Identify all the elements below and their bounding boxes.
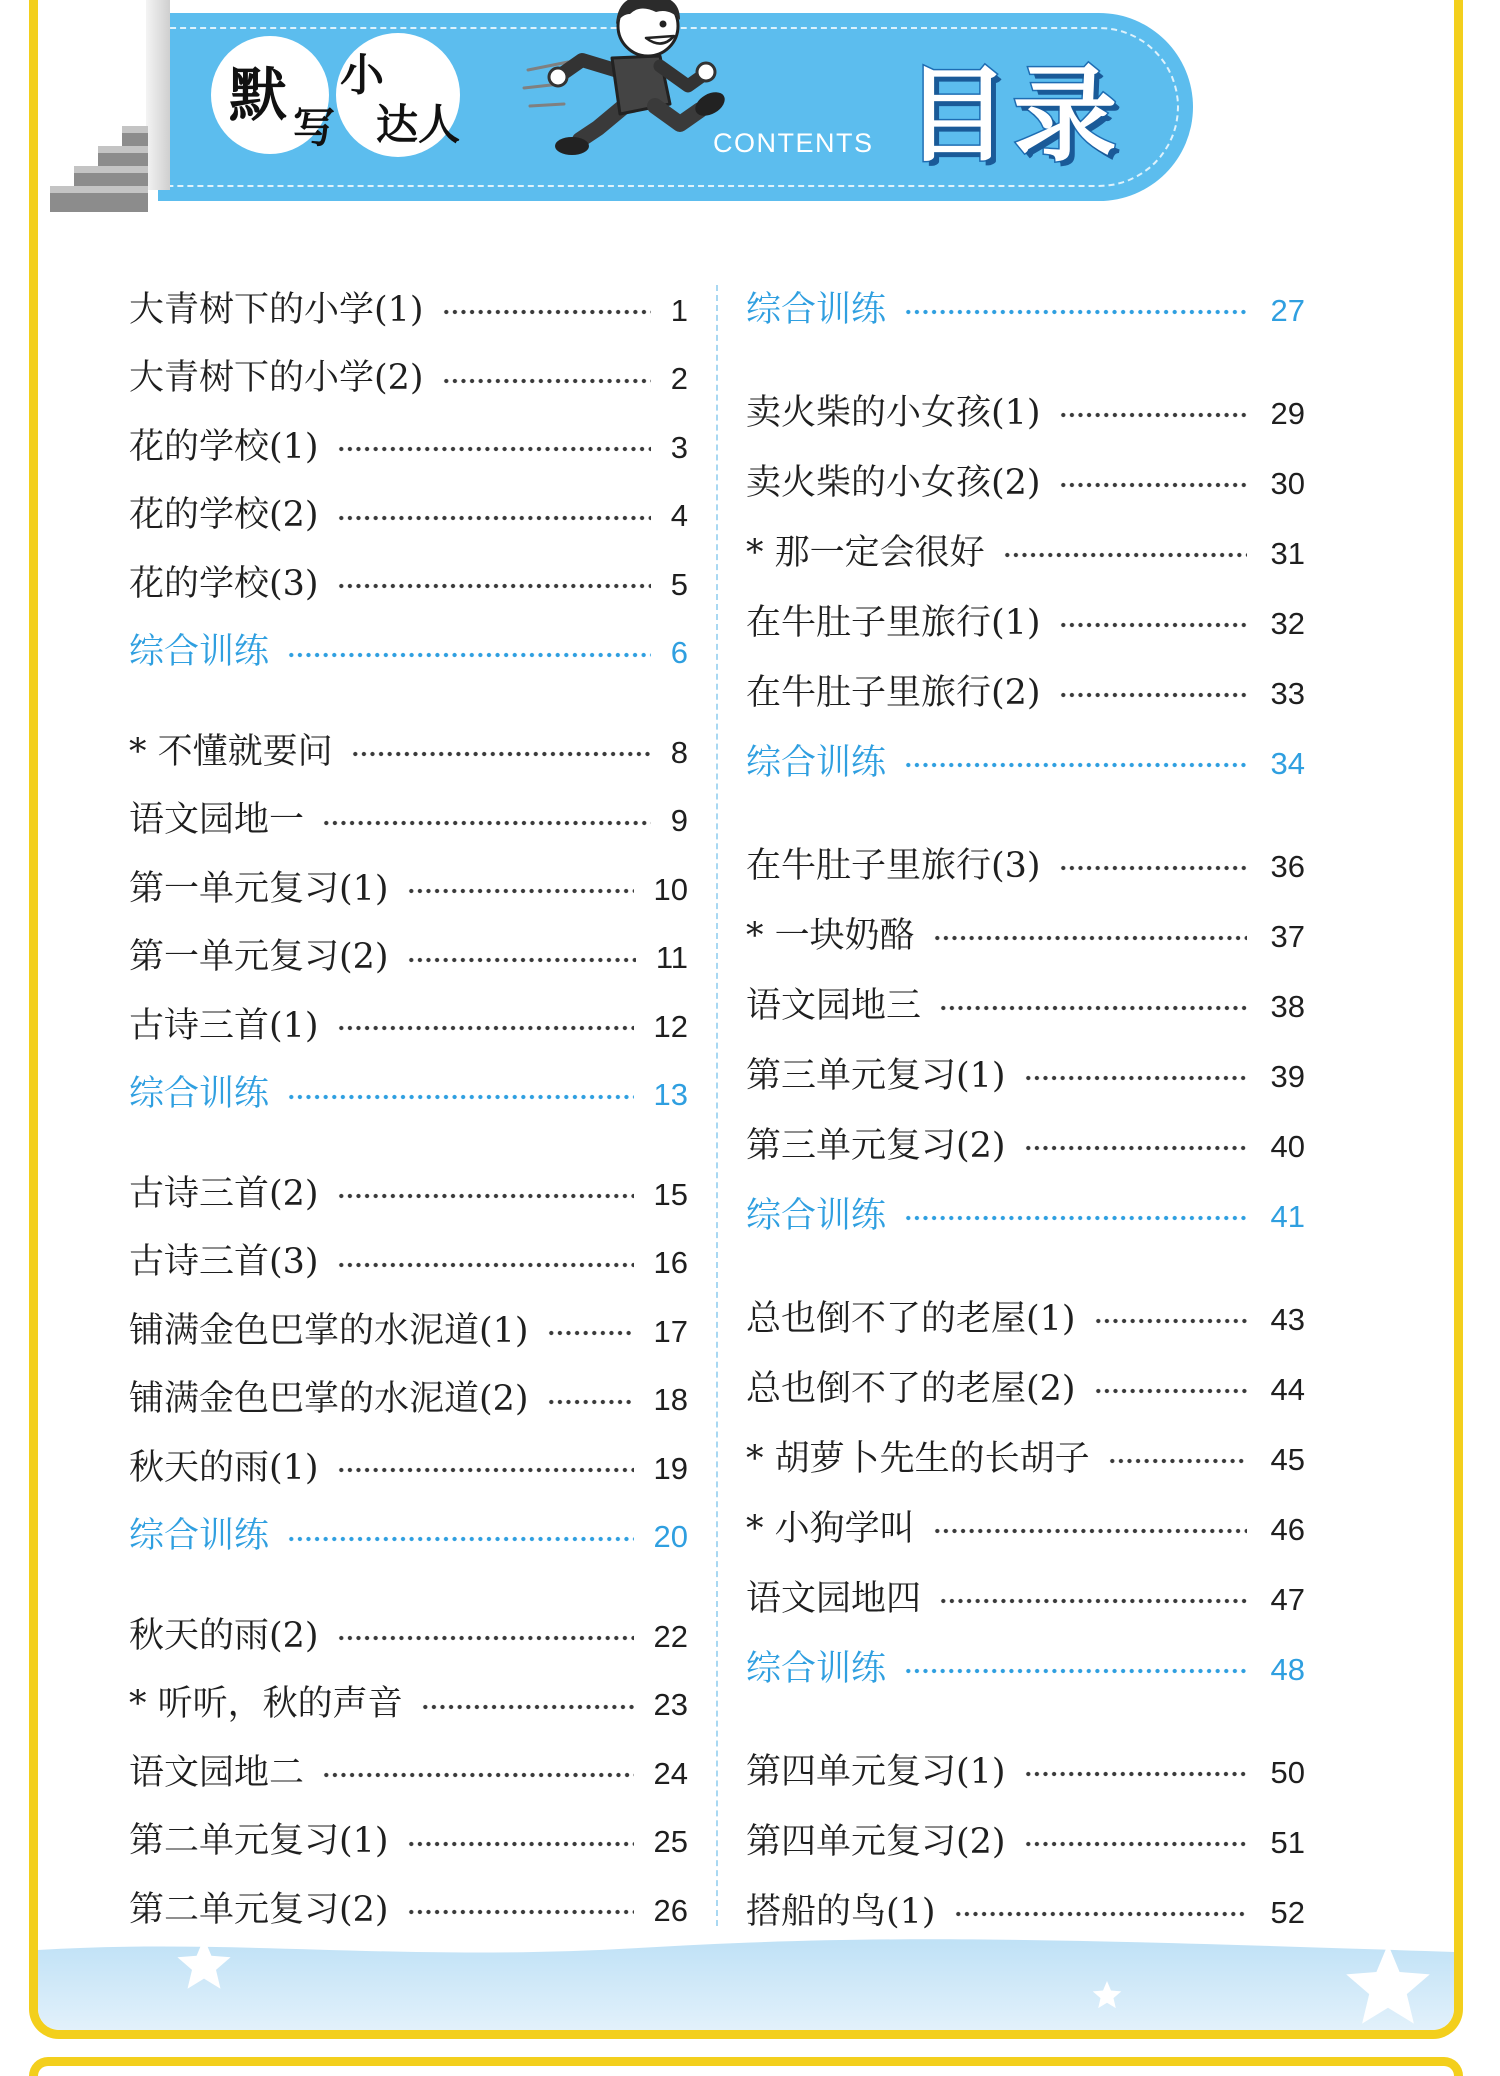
contents-label: CONTENTS (713, 128, 874, 158)
dot-leader (337, 445, 651, 453)
next-page-frame-edge (29, 2057, 1463, 2076)
toc-entry-page: 33 (1270, 675, 1305, 711)
toc-entry-page: 40 (1270, 1128, 1305, 1164)
dot-leader (1024, 1770, 1247, 1778)
toc-entry-page: 32 (1270, 605, 1305, 641)
dot-leader (351, 750, 651, 758)
dot-leader (407, 956, 636, 964)
dot-leader (1024, 1144, 1247, 1152)
dot-leader (337, 1466, 634, 1474)
dot-leader (1094, 1317, 1247, 1325)
column-divider (716, 285, 718, 1926)
toc-entry (129, 413, 688, 482)
toc-entry-page: 17 (653, 1313, 688, 1349)
toc-entry-page: 29 (1270, 395, 1305, 431)
toc-entry-title: 综合训练 (746, 1195, 887, 1236)
toc-entry-page: 6 (670, 635, 688, 671)
toc-entry (129, 1739, 688, 1808)
toc-entry-title: 第四单元复习(1) (746, 1751, 1006, 1792)
toc-entry-title: 综合训练 (746, 1648, 887, 1689)
toc-entry-title: 第一单元复习(1) (129, 868, 389, 909)
toc-entry-page: 12 (653, 1008, 688, 1044)
toc-entry-title: 古诗三首(2) (129, 1173, 319, 1214)
toc-entry-page: 20 (653, 1519, 688, 1555)
toc-entry-title: 在牛肚子里旅行(3) (746, 845, 1041, 886)
toc-entry (129, 1876, 688, 1945)
dot-leader (933, 1527, 1247, 1535)
toc-entry-title: 第一单元复习(2) (129, 937, 389, 978)
toc-entry (129, 1671, 688, 1740)
dot-leader (407, 1840, 634, 1848)
dot-leader (1059, 411, 1247, 419)
dot-leader (939, 1004, 1247, 1012)
toc-entry-page: 34 (1270, 745, 1305, 781)
toc-entry-title: 古诗三首(1) (129, 1005, 319, 1046)
toc-group (129, 1602, 688, 1945)
toc-entry (746, 1807, 1305, 1877)
toc-entry-page: 13 (653, 1077, 688, 1113)
toc-entry-title: * 那一定会很好 (746, 532, 985, 573)
logo-char: 写 (293, 103, 336, 152)
toc-entry (746, 1877, 1305, 1947)
toc-entry-title: 搭船的鸟(1) (746, 1891, 936, 1932)
toc-entry-page: 4 (670, 498, 688, 534)
dot-leader (337, 1192, 634, 1200)
toc-entry-title: 综合训练 (129, 1516, 270, 1557)
toc-entry-title: 语文园地一 (129, 800, 305, 841)
toc-entry-page: 46 (1270, 1511, 1305, 1547)
toc-entry (129, 718, 688, 787)
dot-leader (407, 1908, 634, 1916)
dot-leader (337, 514, 651, 522)
logo-char: 小 (340, 50, 384, 101)
toc-entry-page: 48 (1270, 1651, 1305, 1687)
toc-entry-title: 总也倒不了的老屋(2) (746, 1368, 1076, 1409)
page-title: 目录 (905, 54, 1122, 176)
dot-leader (287, 1093, 634, 1101)
dot-leader (322, 1771, 634, 1779)
toc-entry (129, 855, 688, 924)
toc-entry (746, 1111, 1305, 1181)
dot-leader (322, 819, 651, 827)
toc-entry-title: 综合训练 (129, 1074, 270, 1115)
dot-leader (407, 887, 634, 895)
toc-entry-page: 52 (1270, 1894, 1305, 1930)
toc-entry-title: 大青树下的小学(1) (129, 289, 424, 330)
toc-entry (746, 378, 1305, 448)
toc-entry-title: 卖火柴的小女孩(1) (746, 392, 1041, 433)
dot-leader (1108, 1457, 1247, 1465)
toc-entry-title: 第三单元复习(2) (746, 1125, 1006, 1166)
toc-group (129, 276, 688, 687)
toc-entry-page: 38 (1270, 988, 1305, 1024)
toc-entry-title: 铺满金色巴掌的水泥道(1) (129, 1310, 529, 1351)
toc-entry-title: 花的学校(2) (129, 495, 319, 536)
toc-entry-practice (129, 619, 688, 688)
dot-leader (1059, 691, 1247, 699)
toc-entry (746, 518, 1305, 588)
toc-entry-page: 16 (653, 1245, 688, 1281)
toc-entry-title: 在牛肚子里旅行(2) (746, 672, 1041, 713)
toc-entry (746, 588, 1305, 658)
toc-entry-page: 24 (653, 1755, 688, 1791)
running-boy-illustration (520, 0, 730, 165)
toc-entry-title: 综合训练 (746, 289, 887, 330)
toc-entry (746, 1737, 1305, 1807)
toc-group (746, 831, 1305, 1251)
dot-leader (1059, 864, 1247, 872)
toc-entry-title: 花的学校(3) (129, 563, 319, 604)
toc-entry (746, 1041, 1305, 1111)
toc-entry (746, 1494, 1305, 1564)
toc-entry-page: 3 (670, 429, 688, 465)
toc-entry-practice (746, 1634, 1305, 1704)
dot-leader (904, 1214, 1247, 1222)
toc-group (129, 718, 688, 1129)
dot-leader (1024, 1840, 1247, 1848)
toc-entry-title: 语文园地二 (129, 1752, 305, 1793)
dot-leader (1024, 1074, 1247, 1082)
dot-leader (337, 1634, 634, 1642)
toc-entry-page: 25 (653, 1824, 688, 1860)
toc-entry (129, 1160, 688, 1229)
toc-entry-page: 50 (1270, 1754, 1305, 1790)
logo-char: 达人 (376, 100, 461, 149)
toc-entry-page: 10 (653, 871, 688, 907)
stairs-illustration (38, 0, 178, 212)
toc-entry-page: 37 (1270, 918, 1305, 954)
dot-leader (337, 1261, 634, 1269)
toc-entry-title: * 一块奶酪 (746, 915, 915, 956)
dot-leader (1059, 621, 1247, 629)
toc-entry (129, 1808, 688, 1877)
toc-entry-page: 23 (653, 1687, 688, 1723)
toc-entry-page: 8 (670, 734, 688, 770)
dot-leader (442, 377, 651, 385)
toc-entry-page: 36 (1270, 848, 1305, 884)
toc-entry-practice (746, 275, 1305, 345)
toc-entry (129, 276, 688, 345)
toc-entry-practice (129, 1503, 688, 1572)
toc-entry-title: 大青树下的小学(2) (129, 358, 424, 399)
toc-entry-page: 45 (1270, 1441, 1305, 1477)
dot-leader (1094, 1387, 1247, 1395)
dot-leader (337, 1024, 634, 1032)
toc-entry-page: 1 (670, 292, 688, 328)
dot-leader (904, 761, 1247, 769)
toc-entry-practice (746, 728, 1305, 798)
toc-entry-title: 第三单元复习(1) (746, 1055, 1006, 1096)
toc-group (746, 378, 1305, 798)
toc-entry-page: 51 (1270, 1824, 1305, 1860)
toc-entry-page: 2 (670, 361, 688, 397)
toc-entry (746, 971, 1305, 1041)
toc-entry (129, 1434, 688, 1503)
toc-entry-page: 11 (655, 940, 688, 976)
toc-entry-title: * 胡萝卜先生的长胡子 (746, 1438, 1090, 1479)
toc-entry-page: 43 (1270, 1301, 1305, 1337)
dot-leader (1059, 481, 1247, 489)
toc-entry-page: 31 (1270, 535, 1305, 571)
dot-leader (954, 1910, 1247, 1918)
toc-entry-page: 27 (1270, 292, 1305, 328)
toc-entry-page: 15 (653, 1176, 688, 1212)
toc-entry-title: 第二单元复习(2) (129, 1889, 389, 1930)
toc-entry (129, 1366, 688, 1435)
toc-group (746, 275, 1305, 345)
toc-group (746, 1284, 1305, 1704)
toc-entry-page: 22 (653, 1618, 688, 1654)
toc-entry-title: 古诗三首(3) (129, 1242, 319, 1283)
toc-entry-title: * 听听，秋的声音 (129, 1684, 403, 1725)
toc-group (129, 1160, 688, 1571)
toc-entry (746, 448, 1305, 518)
toc-entry-title: 综合训练 (129, 632, 270, 673)
toc-entry (746, 1354, 1305, 1424)
toc-entry (746, 658, 1305, 728)
toc-entry (129, 482, 688, 551)
toc-column-left (129, 276, 688, 1945)
dot-leader (442, 308, 651, 316)
dot-leader (547, 1398, 634, 1406)
dot-leader (939, 1597, 1247, 1605)
toc-entry-title: * 不懂就要问 (129, 731, 333, 772)
toc-entry-title: 语文园地三 (746, 985, 922, 1026)
toc-entry-page: 18 (653, 1382, 688, 1418)
toc-entry-page: 19 (653, 1450, 688, 1486)
dot-leader (337, 582, 651, 590)
toc-entry (129, 787, 688, 856)
toc-entry (129, 992, 688, 1061)
toc-entry (746, 901, 1305, 971)
toc-entry-title: 语文园地四 (746, 1578, 922, 1619)
dot-leader (287, 1535, 634, 1543)
dot-leader (1003, 551, 1247, 559)
dot-leader (287, 651, 651, 659)
toc-group (746, 1737, 1305, 1947)
toc-entry-title: 第四单元复习(2) (746, 1821, 1006, 1862)
toc-entry-page: 39 (1270, 1058, 1305, 1094)
toc-entry (746, 1564, 1305, 1634)
toc-column-right (746, 275, 1305, 1947)
dot-leader (933, 934, 1247, 942)
dot-leader (421, 1703, 634, 1711)
logo-char: 默 (229, 61, 288, 129)
toc-entry-page: 5 (670, 566, 688, 602)
toc-entry-title: 卖火柴的小女孩(2) (746, 462, 1041, 503)
toc-entry-page: 9 (670, 803, 688, 839)
toc-entry (746, 1424, 1305, 1494)
toc-entry-title: 秋天的雨(2) (129, 1615, 319, 1656)
toc-entry (129, 1297, 688, 1366)
toc-entry-title: 在牛肚子里旅行(1) (746, 602, 1041, 643)
dot-leader (904, 1667, 1247, 1675)
bottom-decoration-strip (38, 1936, 1454, 2030)
toc-entry (129, 1229, 688, 1298)
toc-entry-page: 47 (1270, 1581, 1305, 1617)
dot-leader (547, 1329, 634, 1337)
toc-entry-title: 第二单元复习(1) (129, 1821, 389, 1862)
toc-entry (129, 924, 688, 993)
toc-entry-page: 30 (1270, 465, 1305, 501)
toc-entry-page: 41 (1270, 1198, 1305, 1234)
toc-entry-page: 44 (1270, 1371, 1305, 1407)
toc-entry-title: 综合训练 (746, 742, 887, 783)
toc-entry-practice (129, 1061, 688, 1130)
toc-entry-title: * 小狗学叫 (746, 1508, 915, 1549)
toc-entry (129, 345, 688, 414)
toc-entry (129, 550, 688, 619)
toc-entry-title: 花的学校(1) (129, 426, 319, 467)
toc-entry (746, 831, 1305, 901)
toc-entry-practice (746, 1181, 1305, 1251)
toc-entry (746, 1284, 1305, 1354)
toc-entry-title: 秋天的雨(1) (129, 1447, 319, 1488)
toc-entry-page: 26 (653, 1892, 688, 1928)
toc-entry-title: 总也倒不了的老屋(1) (746, 1298, 1076, 1339)
dot-leader (904, 308, 1247, 316)
toc-entry-title: 铺满金色巴掌的水泥道(2) (129, 1379, 529, 1420)
toc-entry (129, 1602, 688, 1671)
